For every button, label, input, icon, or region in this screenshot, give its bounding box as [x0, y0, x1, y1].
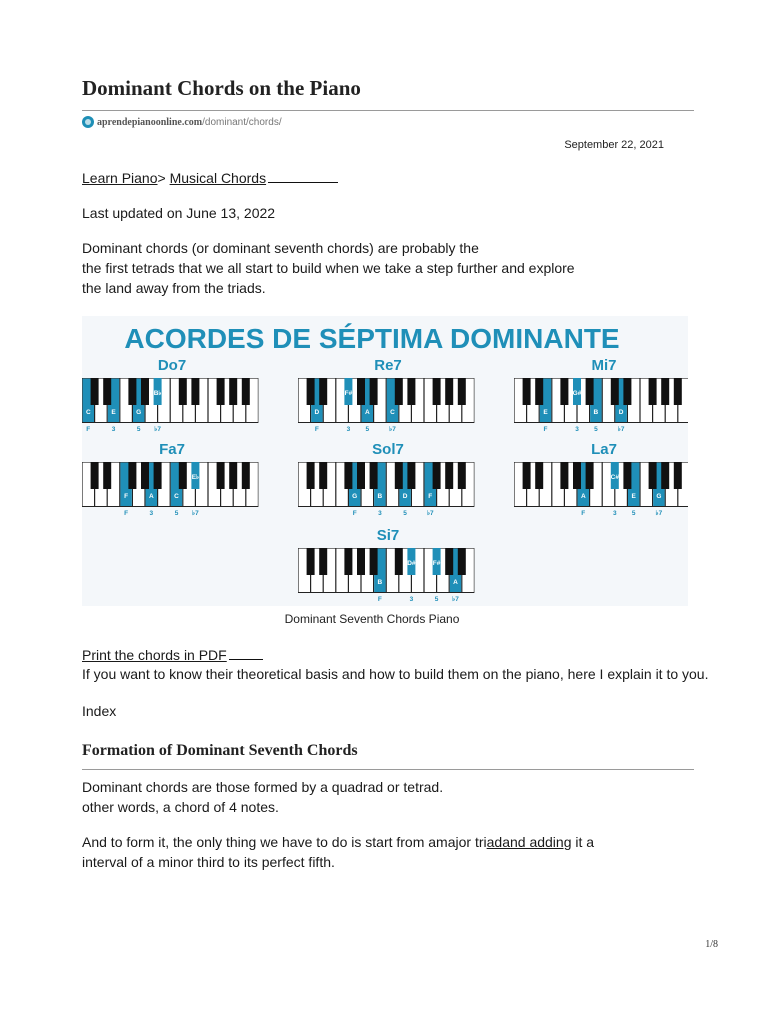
note-label: A — [148, 493, 154, 500]
print-row — [82, 645, 263, 665]
black-key — [141, 462, 149, 489]
interval-label: ♭7 — [617, 426, 625, 433]
interval-label: 5 — [174, 510, 179, 517]
source-path[interactable]: /dominant/chords/ — [202, 116, 282, 128]
print-pdf-link[interactable]: Print the chords in PDF — [82, 647, 227, 663]
interval-label: F — [314, 426, 319, 433]
interval-label: 5 — [594, 426, 598, 433]
chord-name: Si7 — [376, 527, 400, 544]
black-key — [586, 462, 594, 489]
section-paragraph-1 — [82, 777, 443, 817]
black-key — [91, 462, 99, 489]
chord-name: La7 — [591, 441, 617, 458]
chord-name: Do7 — [157, 357, 187, 374]
interval-label: 5 — [136, 426, 141, 433]
interval-label: ♭7 — [452, 596, 459, 603]
black-key — [242, 378, 250, 405]
black-key — [344, 548, 352, 575]
black-key — [395, 548, 403, 575]
black-key — [445, 548, 453, 575]
chord-mi7 — [514, 357, 688, 433]
interval-label: F — [377, 596, 382, 603]
black-key — [370, 378, 378, 405]
note-label: B — [593, 409, 599, 416]
black-key — [586, 378, 594, 405]
last-updated: Last updated on June 13, 2022 — [82, 205, 276, 221]
black-key — [674, 378, 682, 405]
black-key — [229, 462, 237, 489]
black-key — [458, 378, 466, 405]
interval-label: 3 — [346, 426, 351, 433]
black-key — [154, 462, 162, 489]
black-key — [370, 462, 378, 489]
black-key — [407, 378, 415, 405]
interval-label: F — [352, 510, 357, 517]
chord-do7 — [82, 357, 258, 433]
breadcrumb-musical-chords-link[interactable]: Musical Chords — [169, 170, 267, 186]
note-label: E — [543, 409, 548, 416]
black-key — [217, 462, 225, 489]
title-divider — [82, 110, 694, 111]
black-key — [445, 462, 453, 489]
chord-re7 — [298, 357, 474, 433]
index-label[interactable]: Index — [82, 703, 117, 719]
note-label: D — [618, 409, 624, 416]
breadcrumb-underline — [268, 168, 338, 183]
interval-label: 5 — [403, 510, 407, 517]
black-key — [344, 462, 352, 489]
black-key — [458, 548, 466, 575]
note-label: F# — [344, 390, 353, 397]
publish-date: September 22, 2021 — [564, 139, 664, 151]
black-key — [573, 462, 581, 489]
black-key — [307, 462, 315, 489]
black-key — [370, 548, 378, 575]
note-label: B — [377, 579, 383, 586]
note-label: A — [453, 579, 458, 586]
note-label: D — [314, 409, 320, 416]
black-key — [433, 378, 441, 405]
note-label: F — [124, 493, 129, 500]
note-label: C — [174, 493, 179, 500]
note-label: G — [352, 493, 358, 500]
chord-name: Fa7 — [159, 441, 185, 458]
black-key — [523, 378, 531, 405]
black-key — [91, 378, 99, 405]
black-key — [319, 462, 327, 489]
source-link[interactable] — [82, 116, 282, 128]
black-key — [395, 378, 403, 405]
black-key — [560, 462, 568, 489]
black-key — [357, 378, 365, 405]
note-label: E♭ — [191, 474, 200, 481]
note-label: C# — [610, 474, 619, 481]
black-key — [141, 378, 149, 405]
note-label: C — [85, 409, 91, 416]
chord-figure — [82, 316, 688, 606]
black-key — [611, 378, 619, 405]
black-key — [661, 378, 669, 405]
intro-line: Dominant chords (or dominant seventh chords) are probably the — [82, 240, 479, 256]
interval-label: ♭7 — [192, 510, 199, 517]
interval-label: ♭7 — [426, 510, 434, 517]
theory-text: If you want to know their theoretical basis and how to build them on the piano, here I explain it to you. — [82, 666, 709, 682]
black-key — [535, 462, 543, 489]
chord-si7 — [298, 527, 474, 603]
black-key — [128, 378, 136, 405]
black-key — [535, 378, 543, 405]
interval-label: F — [86, 426, 91, 433]
black-key — [319, 548, 327, 575]
black-key — [433, 462, 441, 489]
interval-label: 5 — [365, 426, 370, 433]
interval-label: 3 — [378, 510, 382, 517]
black-key — [649, 378, 657, 405]
chord-name: Mi7 — [591, 357, 617, 374]
chord-name: Re7 — [374, 357, 402, 374]
note-label: F# — [432, 560, 441, 567]
note-label: A — [580, 493, 586, 500]
paragraph-line — [82, 832, 594, 852]
breadcrumb — [82, 168, 338, 188]
note-label: E — [631, 493, 636, 500]
chord-sol7 — [298, 441, 474, 517]
source-domain[interactable]: aprendepianoonline.com — [97, 116, 203, 128]
note-label: C — [390, 409, 395, 416]
black-key — [307, 548, 315, 575]
section-divider — [82, 769, 694, 770]
black-key — [458, 462, 466, 489]
black-key — [674, 462, 682, 489]
paragraph-text: And to form it, the only thing we have to do is start from amajor tri — [82, 834, 487, 850]
black-key — [357, 462, 365, 489]
black-key — [357, 548, 365, 575]
chord-la7 — [514, 441, 688, 517]
chord-fa7 — [82, 441, 258, 517]
interval-label: 3 — [575, 426, 579, 433]
note-label: B♭ — [153, 390, 162, 397]
paragraph-line: other words, a chord of 4 notes. — [82, 799, 279, 815]
note-label: D — [402, 493, 408, 500]
interval-label: 5 — [434, 596, 439, 603]
note-label: E — [111, 409, 116, 416]
page-number: 1/8 — [705, 939, 718, 950]
black-key — [128, 462, 136, 489]
section-paragraph-2 — [82, 832, 594, 872]
black-key — [319, 378, 327, 405]
black-key — [661, 462, 669, 489]
black-key — [179, 462, 187, 489]
triad-link[interactable]: adand adding — [486, 834, 572, 850]
black-key — [242, 462, 250, 489]
black-key — [523, 462, 531, 489]
note-label: F — [428, 493, 433, 500]
interval-label: F — [581, 510, 586, 517]
note-label: B — [377, 493, 383, 500]
breadcrumb-learn-piano-link[interactable]: Learn Piano — [82, 170, 158, 186]
intro-line: the first tetrads that we all start to build when we take a step further and explore — [82, 260, 575, 276]
black-key — [229, 378, 237, 405]
interval-label: ♭7 — [389, 426, 396, 433]
paragraph-text: it a — [571, 834, 595, 850]
black-key — [103, 378, 111, 405]
interval-label: 3 — [149, 510, 154, 517]
black-key — [217, 378, 225, 405]
black-key — [407, 462, 415, 489]
paragraph-line: Dominant chords are those formed by a quadrad or tetrad. — [82, 779, 444, 795]
black-key — [623, 462, 631, 489]
figure-heading: ACORDES DE SÉPTIMA DOMINANTE — [124, 323, 620, 354]
note-label: G# — [572, 390, 582, 397]
chord-name: Sol7 — [372, 441, 404, 458]
black-key — [623, 378, 631, 405]
paragraph-line: interval of a minor third to its perfect fifth. — [82, 854, 335, 870]
black-key — [560, 378, 568, 405]
chord-diagram — [82, 316, 688, 606]
interval-label: 3 — [111, 426, 116, 433]
black-key — [103, 462, 111, 489]
black-key — [649, 462, 657, 489]
intro-paragraph — [82, 238, 575, 298]
figure-caption: Dominant Seventh Chords Piano — [284, 612, 460, 626]
interval-label: 5 — [631, 510, 636, 517]
black-key — [395, 462, 403, 489]
note-label: D# — [407, 560, 416, 567]
breadcrumb-separator: > — [157, 170, 170, 186]
black-key — [179, 378, 187, 405]
site-favicon-icon — [82, 116, 94, 128]
interval-label: 3 — [409, 596, 414, 603]
interval-label: ♭7 — [154, 426, 161, 433]
intro-line: the land away from the triads. — [82, 280, 266, 296]
note-label: G — [136, 409, 142, 416]
black-key — [445, 378, 453, 405]
black-key — [191, 378, 199, 405]
page-title: Dominant Chords on the Piano — [82, 76, 361, 100]
interval-label: ♭7 — [655, 510, 663, 517]
note-label: G — [656, 493, 662, 500]
section-heading: Formation of Dominant Seventh Chords — [82, 742, 358, 759]
note-label: A — [364, 409, 370, 416]
black-key — [307, 378, 315, 405]
interval-label: 3 — [612, 510, 617, 517]
print-underline — [229, 645, 263, 660]
interval-label: F — [124, 510, 129, 517]
interval-label: F — [543, 426, 548, 433]
